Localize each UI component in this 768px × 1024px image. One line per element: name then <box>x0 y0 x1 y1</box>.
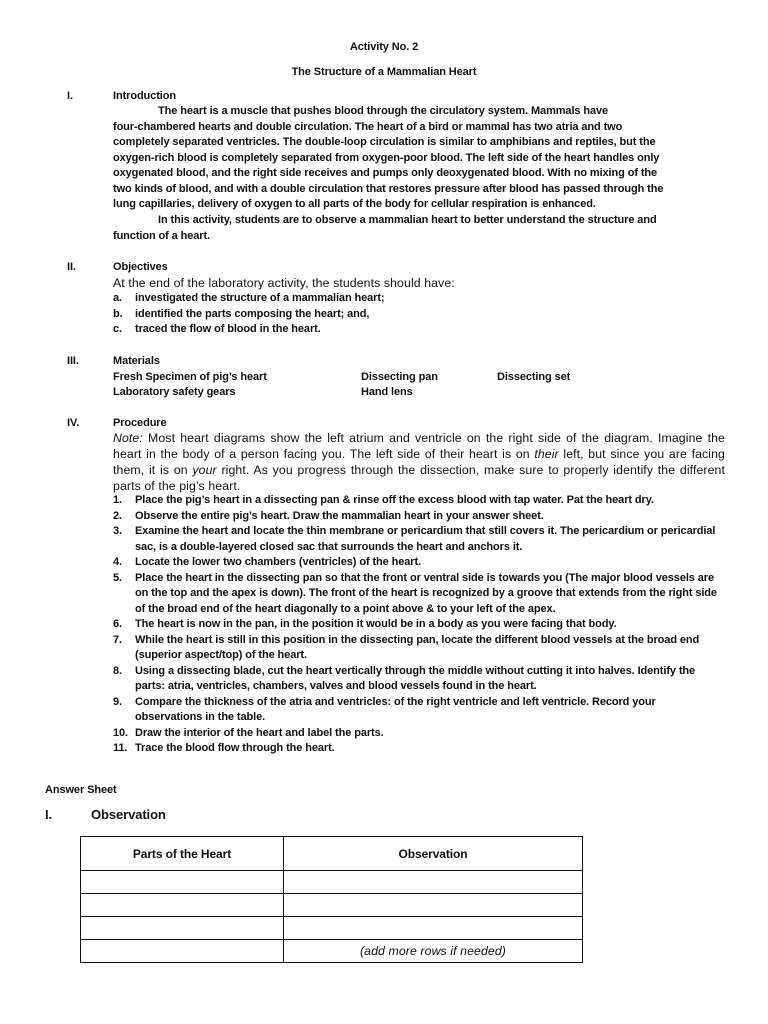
step-number: 5. <box>113 571 122 584</box>
table-row <box>81 871 583 894</box>
step-number: 3. <box>113 525 122 537</box>
intro-line: four-chambered hearts and double circulation. The heart of a bird or mammal has two atria and two <box>113 121 623 133</box>
objective-text: identified the parts composing the heart; and, <box>135 308 370 320</box>
procedure-step <box>113 509 725 525</box>
objective-item <box>113 291 385 306</box>
step-number: 6. <box>113 618 122 630</box>
step-number: 7. <box>113 633 122 646</box>
procedure-note <box>113 431 725 495</box>
material-item: Hand lens <box>361 386 413 398</box>
table-row <box>81 894 583 917</box>
procedure-step <box>113 524 725 555</box>
objective-marker: a. <box>113 292 122 304</box>
objective-text: traced the flow of blood in the heart. <box>135 323 321 335</box>
procedure-step <box>113 493 725 509</box>
step-text: Using a dissecting blade, cut the heart vertically through the middle without cutting it into halves. Identify the parts: atria, ventricles, chambers, valves and blood vessels found in the heart. <box>135 664 696 692</box>
material-item: Dissecting pan <box>361 371 438 383</box>
step-number: 9. <box>113 695 122 708</box>
note-label: Note: <box>113 431 143 445</box>
document-title: The Structure of a Mammalian Heart <box>291 66 477 78</box>
material-item: Laboratory safety gears <box>113 386 236 398</box>
objectives-heading: Objectives <box>113 261 168 273</box>
materials-number: III. <box>67 355 79 367</box>
step-number: 1. <box>113 494 122 506</box>
step-text: Place the pig’s heart in a dissecting pan & rinse off the excess blood with tap water. Pat the heart dry. <box>135 494 654 506</box>
step-text: Compare the thickness of the atria and ventricles: of the right ventricle and left ventricle. Record your observations in the table. <box>135 695 656 723</box>
procedure-heading: Procedure <box>113 417 167 429</box>
procedure-step <box>113 555 725 571</box>
table-cell-observation[interactable] <box>284 894 583 917</box>
intro-line: The heart is a muscle that pushes blood through the circulatory system. Mammals have <box>158 105 609 117</box>
observation-heading: Observation <box>91 807 166 822</box>
step-number: 2. <box>113 509 122 522</box>
table-cell-part[interactable] <box>81 917 284 940</box>
procedure-step <box>113 741 725 757</box>
table-header-row <box>81 837 583 871</box>
note-text: right. As you progress through the dissection, make sure to properly identify the different parts of the pig’s heart. <box>113 462 725 493</box>
procedure-step <box>113 571 725 618</box>
procedure-steps <box>113 493 725 757</box>
step-text: Locate the lower two chambers (ventricles) of the heart. <box>135 556 421 568</box>
answer-sheet-title: Answer Sheet <box>45 784 117 796</box>
table-header-parts: Parts of the Heart <box>81 837 284 871</box>
intro-line: oxygenated blood, and the right side receives and pumps only deoxygenated blood. With no mixing of the <box>113 167 658 179</box>
step-number: 8. <box>113 664 122 677</box>
step-number: 4. <box>113 556 122 568</box>
note-emphasis-your: your <box>192 462 217 477</box>
objectives-number: II. <box>67 261 76 273</box>
note-emphasis-their: their <box>534 446 559 461</box>
procedure-step <box>113 633 725 664</box>
materials-heading: Materials <box>113 355 160 367</box>
table-header-observation: Observation <box>284 837 583 871</box>
intro-line: two kinds of blood, and with a double circulation that restores pressure after blood has passed through the <box>113 183 664 195</box>
step-text: The heart is now in the pan, in the position it would be in a body as you were facing that body. <box>135 618 617 630</box>
material-item: Dissecting set <box>497 371 571 383</box>
step-number: 10. <box>113 726 128 739</box>
table-cell-part[interactable] <box>81 871 284 894</box>
step-text: Place the heart in the dissecting pan so that the front or ventral side is towards you (The major blood vessels are on the top and the apex is down). The front of the heart is recognized by a groove that extends from the right side of the broad end of the heart diagonally to a point above & to your left of the apex. <box>135 571 717 615</box>
intro-line: function of a heart. <box>113 230 211 242</box>
objective-item <box>113 322 321 337</box>
table-cell-part[interactable] <box>81 940 284 963</box>
table-row <box>81 917 583 940</box>
note-text: Most heart diagrams show the left atrium and ventricle on the right side of the diagram. Imagine the heart in the body of a person facing you. The left side of their heart is on <box>113 431 725 461</box>
observation-number: I. <box>45 807 53 822</box>
table-cell-observation[interactable] <box>284 871 583 894</box>
procedure-step <box>113 617 725 633</box>
intro-number: I. <box>67 90 73 102</box>
note-text: left, but since you are facing them, it is on <box>113 446 725 477</box>
intro-line: oxygen-rich blood is completely separated from oxygen-poor blood. The left side of the heart handles only <box>113 152 660 164</box>
intro-line: completely separated ventricles. The double-loop circulation is similar to amphibians and reptiles, but the <box>113 136 656 148</box>
step-text: Observe the entire pig’s heart. Draw the mammalian heart in your answer sheet. <box>135 509 544 522</box>
table-cell-part[interactable] <box>81 894 284 917</box>
material-item: Fresh Specimen of pig’s heart <box>113 371 267 383</box>
objective-marker: c. <box>113 323 122 335</box>
table-cell-observation[interactable] <box>284 917 583 940</box>
step-text: Draw the interior of the heart and label the parts. <box>135 726 384 739</box>
step-text: Trace the blood flow through the heart. <box>135 742 335 754</box>
objective-marker: b. <box>113 308 123 320</box>
step-text: Examine the heart and locate the thin membrane or pericardium that still covers it. The pericardium or pericardial sac, is a double-layered closed sac that surrounds the heart and anchors it. <box>135 525 716 553</box>
intro-line: In this activity, students are to observe a mammalian heart to better understand the structure and <box>158 214 657 226</box>
table-hint: (add more rows if needed) <box>284 940 583 963</box>
step-text: While the heart is still in this position in the dissecting pan, locate the different blood vessels at the broad end (superior aspect/top) of the heart. <box>135 633 700 661</box>
activity-number: Activity No. 2 <box>349 41 419 53</box>
table-row <box>81 940 583 963</box>
observation-table <box>80 836 583 963</box>
procedure-step <box>113 726 725 742</box>
intro-line: lung capillaries, delivery of oxygen to all parts of the body for cellular respiration is enhanced. <box>113 198 596 210</box>
procedure-number: IV. <box>67 417 80 429</box>
step-number: 11. <box>113 742 128 754</box>
objective-item <box>113 307 370 322</box>
intro-heading: Introduction <box>113 90 176 102</box>
procedure-step <box>113 695 725 726</box>
procedure-step <box>113 664 725 695</box>
objectives-lead: At the end of the laboratory activity, the students should have: <box>113 276 455 290</box>
objective-text: investigated the structure of a mammalian heart; <box>135 292 385 304</box>
